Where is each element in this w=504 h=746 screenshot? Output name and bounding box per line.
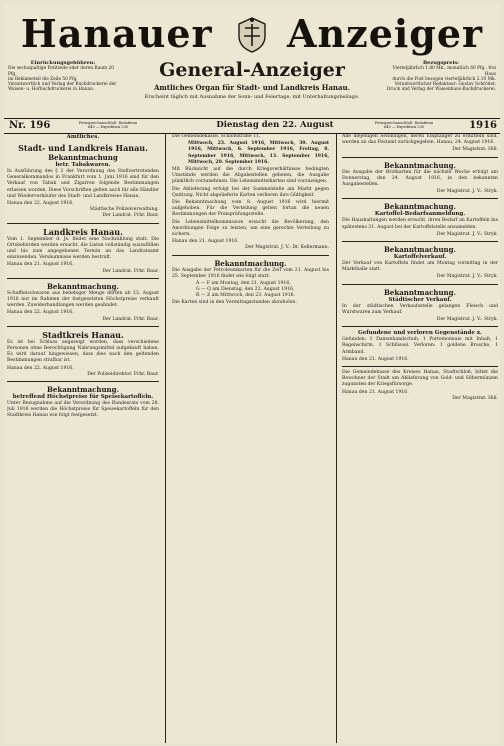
notice-text: Die Gemeindekasse, Schloßstraße 11, bbox=[172, 134, 261, 139]
schedule-item: A — F am Montag, den 21. August 1916, bbox=[196, 281, 291, 287]
notice-dates: Mittwoch, 23. August 1916, Mittwoch, 30. August 1916, Mittwoch, 6. September 1916, Freitag, 8. September 1916, Mittwoch, 13. September 1916, Mittwoch, 20. September 1916. bbox=[188, 141, 329, 165]
dateline bbox=[4, 118, 500, 134]
notice-text: Die Gemeindekasse des Kreises Hanau, Stadtschloß, bittet die Bewohner der Stadt um Ablieferung von Gold- und Silbermünzen zugunsten der Kriegsfürsorge. bbox=[342, 370, 498, 388]
notice-text: Unter Bezugnahme auf die Verordnung des Bundesrats vom 28. Juli 1916 werden die Höchstpreise für Speisekartoffeln für den Stadtkreis Hanau wie folgt festgesetzt. bbox=[7, 401, 159, 419]
right-info-box: Bezugspreis: Vierteljährlich 1.80 Mk., monatlich 60 Pfg., frei Haus durch die Post bezogen vierteljährlich 2.10 Mk. Verantwortlicher Redakteur: Gustav Schröder, Druck und Verlag der Waisenhaus-Buchdruckerei. bbox=[386, 60, 496, 93]
notice-date: Hanau den 21. August 1916. bbox=[7, 262, 74, 268]
notice-signature: Der Magistrat. J. V.: Dr. Kellermann. bbox=[245, 245, 329, 251]
notice-title: Bekanntmachung bbox=[48, 153, 118, 162]
section-title: Stadt- und Landkreis Hanau. bbox=[18, 143, 148, 153]
schedule-list bbox=[172, 281, 329, 300]
notice-text: Der Verkauf von Kartoffeln findet am Montag vormittag in der Markthalle statt. bbox=[342, 261, 498, 273]
section-title: Landkreis Hanau. bbox=[43, 226, 123, 237]
notice-title: Bekanntmachung. bbox=[384, 160, 456, 170]
notice-signature: Städtische Polizeiverwaltung. bbox=[89, 207, 159, 213]
phone-right: Fernsprechanschluß: Redaktion 649 — Expedition 230 bbox=[374, 121, 434, 130]
column-rule bbox=[165, 134, 166, 743]
notice-subtitle: betreffend Höchstpreise für Speisekartoffeln. bbox=[12, 394, 154, 401]
notice-date: Hanau den 22. August 1916. bbox=[7, 365, 74, 371]
notice-signature: Der Magistrat: Hill. bbox=[452, 147, 498, 153]
notice-subtitle: Kartoffel-Bedarfsanmeldung. bbox=[374, 211, 466, 218]
notice-signature: Der Landrat. Frhr. Baur. bbox=[102, 213, 159, 219]
notice-signature: Der Magistrat: Hill. bbox=[452, 395, 498, 401]
phone-left: Fernsprechanschluß: Redaktion 649 — Expedition 230 bbox=[78, 121, 138, 130]
masthead bbox=[4, 3, 500, 153]
column-2 bbox=[172, 134, 329, 743]
notice-text: Vom 1. September d. Js. findet eine Nachzählung statt. Die Ortsbehörden werden ersucht, die Listen vollständig auszufüllen und bis zum angegebenen Termin an das Landratsamt einzusenden. Versäumnisse werden bestraft. bbox=[7, 236, 159, 261]
notice-text: Die Karten sind in den Vormittagsstunden abzuholen. bbox=[172, 299, 297, 305]
notice-signature: Der Landrat. Frhr. Baur. bbox=[102, 268, 159, 274]
notice-text: Die Lebensmittelkommission ersucht die Bevölkerung, den Anordnungen Folge zu leisten, um eine gerechte Verteilung zu sichern. bbox=[172, 219, 329, 238]
masthead-subtitle: General-Anzeiger bbox=[159, 59, 345, 81]
article-columns bbox=[4, 134, 500, 743]
notice-subtitle: Städtischer Verkauf. bbox=[388, 296, 452, 303]
notice-text: Es ist bei Schluss angezeigt worden, dass verschiedene Personen ohne Berechtigung Nahrungsmittel aufgekauft haben. Es wird darauf hingewiesen, dass dies nach den geltenden Bestimmungen strafbar ist. bbox=[7, 339, 159, 364]
notice-date: Hanau den 22. August 1916. bbox=[7, 310, 74, 316]
schedule-item: R — Z am Mittwoch, den 23. August 1916. bbox=[196, 293, 296, 299]
issue-date: Dienstag den 22. August bbox=[216, 120, 334, 130]
notice-title: Bekanntmachung. bbox=[47, 385, 119, 395]
notice-text: Die Bekanntmachung vom 8. August 1916 wird hiermit aufgehoben. Für die Verteilung gelten fortan die neuen Bestimmungen der Preisprüfungsstelle. bbox=[172, 200, 329, 218]
notice-signature: Der Magistrat. J. V.: Stryk. bbox=[436, 317, 498, 323]
issue-number: Nr. 196 bbox=[9, 120, 51, 131]
title-right: Anzeiger bbox=[287, 11, 484, 56]
notice-text: Gefunden: 1 Damenhandschuh, 1 Portemonnaie mit Inhalt, 1 Regenschirm, 1 Schlüssel. Verloren: 1 goldene Brosche, 1 Armband. bbox=[342, 337, 498, 355]
issue-year: 1916 bbox=[469, 120, 497, 131]
notice-signature: Der Magistrat. J. V.: Stryk. bbox=[436, 274, 498, 280]
column-rule bbox=[336, 134, 337, 743]
schedule-item: G — Q am Dienstag, den 22. August 1916, bbox=[196, 287, 295, 293]
masthead-subnote: Erscheint täglich mit Ausnahme der Sonn- und Feiertage, mit Unterhaltungsbeilage. bbox=[144, 94, 360, 100]
notice-text: Schaffleischwaren aus beliebiger Menge dürfen ab 23. August 1916 nur im Rahmen der festgesetzten Höchstpreise verkauft werden. Zuwiderhandlungen werden geahndet. bbox=[7, 290, 159, 309]
notice-date: Hanau den 21. August 1916. bbox=[342, 356, 409, 362]
notice-signature: Der Magistrat. J. V.: Stryk. bbox=[436, 189, 498, 195]
title-left: Hanauer bbox=[20, 11, 213, 56]
hanau-crest-icon bbox=[235, 16, 269, 54]
notice-title: Bekanntmachung. bbox=[214, 258, 287, 268]
notice-signature: Der Landrat. Frhr. Baur. bbox=[102, 316, 159, 322]
notice-signature: Der Polizeidirektor. Frhr. Baur. bbox=[87, 371, 159, 377]
notice-text: Mit Rücksicht auf die durch Kriegsverhältnisse bedingten Umstände werden die Abgabestellen gebeten, die Ausgabe pünktlich vorzunehmen. Die Lebensmittelkarten sind vorzuzeigen. bbox=[172, 167, 329, 185]
notice-subtitle: betr. Tabakwaren. bbox=[55, 162, 111, 168]
notice-text: Alle diejenigen Sendungen, deren Empfänger zu ermitteln sind, werden an das Postamt zurückgegeben. Hanau, 24. August 1916. bbox=[342, 134, 498, 146]
notice-title: Bekanntmachung. bbox=[384, 202, 456, 212]
notice-text: Die Ausgabe der Petroleumkarten für die Zeit vom 21. August bis 25. September 1916 findet wie folgt statt: bbox=[172, 267, 329, 279]
column-3 bbox=[342, 134, 498, 743]
notice-text: In der städtischen Verkaufsstelle gelangen Fleisch und Wurstwaren zum Verkauf. bbox=[342, 303, 498, 315]
notice-text: Die Haushaltungen werden ersucht, ihren Bedarf an Kartoffeln bis spätestens 31. August bei der Kartoffelstelle anzumelden. bbox=[342, 218, 498, 230]
section-title: Stadtkreis Hanau. bbox=[42, 329, 124, 340]
notice-subtitle: Kartoffelverkauf. bbox=[393, 254, 447, 261]
masthead-subline: Amtliches Organ für Stadt- und Landkreis Hanau. bbox=[153, 83, 351, 92]
notice-text: Die Ablieferung erfolgt bei der Sammelstelle am Markt gegen Quittung. Nicht abgelieferte Karten verlieren ihre Gültigkeit. bbox=[172, 186, 329, 198]
newspaper-page bbox=[4, 3, 500, 743]
notice-text: In Ausführung des § 2 der Verordnung des Stellvertretenden Generalkommandos in Frankfurt vom 1. Juni 1916 sind für den Verkauf von Tabak und Zigarren folgende Bestimmungen erlassen worden. Diese Vorschriften gelten auch für alle Händler und Wiederverkäufer des Stadt- und Landkreises Hanau. bbox=[7, 169, 159, 199]
notice-date: Hanau den 22. August 1916. bbox=[7, 201, 74, 207]
notice-title: Gefundene und verloren Gegenstände x. bbox=[358, 330, 482, 337]
section-head: Amtliches. bbox=[66, 134, 100, 140]
notice-date: Hanau den 21. August 1916. bbox=[342, 389, 409, 395]
notice-title: Bekanntmachung. bbox=[384, 245, 456, 255]
notice-text: Die Ausgabe der Brotkarten für die nächste Woche erfolgt am Donnerstag, den 24. August 1916, in den bekannten Ausgabestellen. bbox=[342, 169, 498, 188]
notice-signature: Der Magistrat. J. V.: Stryk. bbox=[436, 231, 498, 237]
notice-date: Hanau den 21. August 1916. bbox=[172, 239, 239, 245]
column-1 bbox=[7, 134, 159, 743]
left-info-box: Einrückungsgebühren: Die sechsspaltige Petitzeile oder deren Raum 20 Pfg. im Reklameteil die Zeile 50 Pfg. Verantwortlich und Verlag der Buchdruckerei der Waisen- u. Hofbuchdruckerei in Hanau. bbox=[8, 60, 117, 93]
notice-title: Bekanntmachung. bbox=[384, 287, 456, 297]
notice-title: Bekanntmachung. bbox=[47, 281, 119, 291]
